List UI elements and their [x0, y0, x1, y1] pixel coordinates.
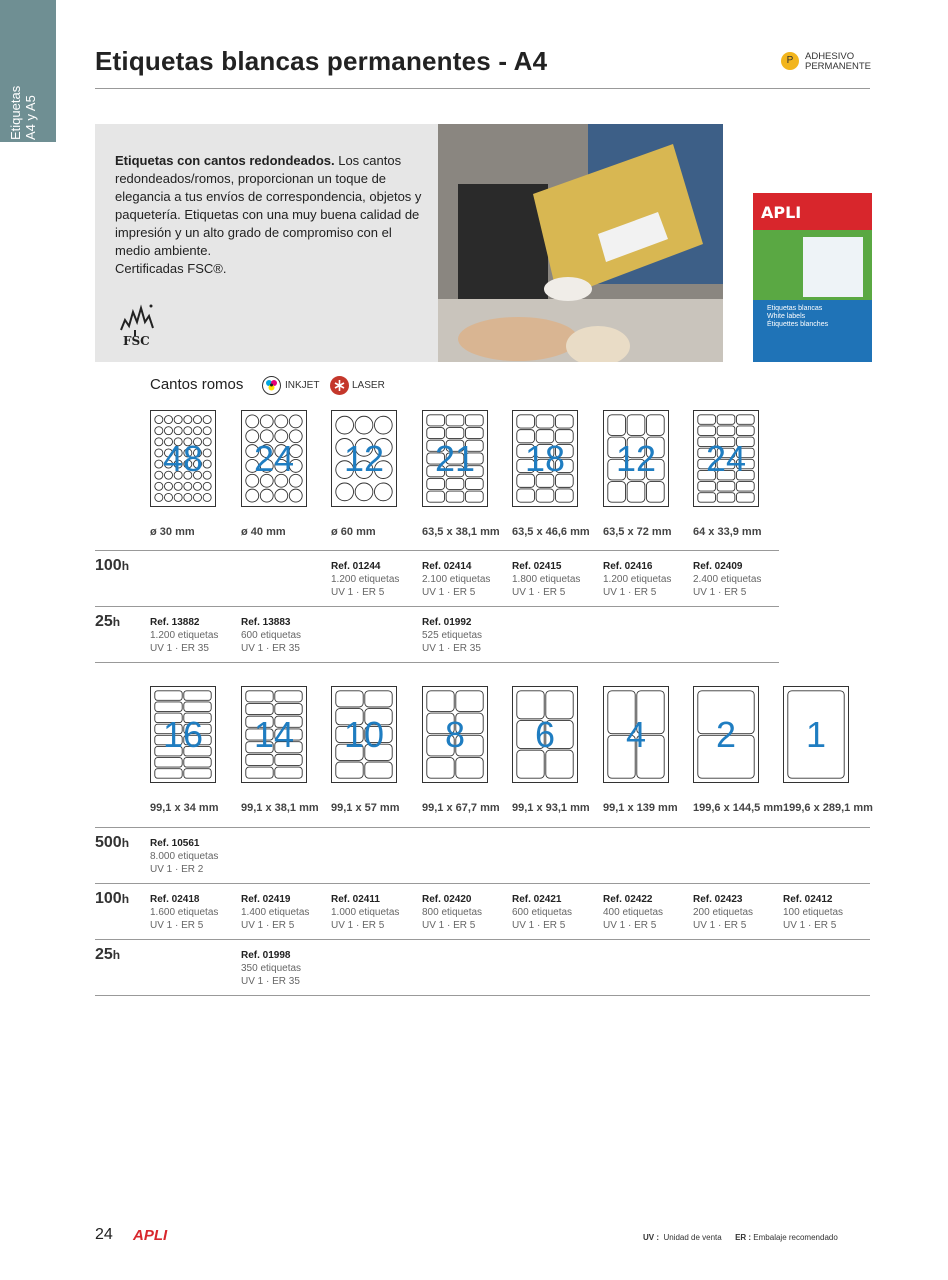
reference-cell: [603, 893, 693, 932]
reference-cell: [783, 893, 873, 932]
label-count: 525 etiquetas: [422, 630, 483, 641]
label-dimension: 63,5 x 38,1 mm: [422, 526, 500, 538]
adhesive-label: ADHESIVO PERMANENTE: [805, 51, 871, 72]
section-side-tab: [0, 0, 56, 142]
label-sheet: [241, 410, 307, 507]
label-count: 100 etiquetas: [783, 907, 844, 918]
sheet-quantity: 500h: [95, 834, 130, 851]
row-divider: [95, 883, 870, 884]
laser-icon: [330, 376, 349, 395]
label-sheet: [331, 410, 397, 507]
reference-cell: [150, 837, 240, 876]
reference-cell: [331, 560, 421, 599]
labels-per-sheet: 14: [253, 713, 295, 755]
label-dimension: ø 30 mm: [150, 526, 195, 538]
packaging-info: UV 1 · ER 5: [331, 587, 385, 598]
reference-cell: [693, 560, 783, 599]
label-dimension: 99,1 x 139 mm: [603, 802, 678, 814]
label-count: 600 etiquetas: [241, 630, 302, 641]
sheet-unit: h: [112, 948, 121, 962]
label-sheet: [331, 686, 397, 783]
reference-code: Ref. 02415: [512, 561, 562, 572]
row-divider: [95, 939, 870, 940]
reference-code: Ref. 01992: [422, 617, 472, 628]
footer-legend: UV : Unidad de venta ER : Embalaje recomendado: [643, 1233, 838, 1242]
labels-per-sheet: 10: [343, 713, 385, 755]
reference-cell: [512, 893, 602, 932]
label-sheet: [603, 410, 669, 507]
reference-code: Ref. 13883: [241, 617, 291, 628]
reference-code: Ref. 02411: [331, 894, 380, 905]
reference-cell: [422, 616, 512, 655]
adhesive-badge-icon: P: [781, 52, 799, 70]
product-package: APLI Etiquetas blancas White labels Étiquettes blanches: [753, 193, 872, 362]
labels-per-sheet: 21: [434, 437, 476, 479]
labels-per-sheet: 12: [615, 437, 657, 479]
label-count: 2.100 etiquetas: [422, 574, 491, 585]
labels-per-sheet: 24: [253, 437, 295, 479]
row-divider: [95, 995, 870, 996]
reference-code: Ref. 02418: [150, 894, 200, 905]
packaging-info: UV 1 · ER 5: [693, 587, 747, 598]
section-heading: Cantos romos: [150, 376, 244, 393]
label-dimension: 63,5 x 72 mm: [603, 526, 672, 538]
label-sheet: [512, 686, 578, 783]
reference-cell: [331, 893, 421, 932]
row-divider: [95, 606, 779, 607]
label-count: 2.400 etiquetas: [693, 574, 762, 585]
reference-code: Ref. 02412: [783, 894, 833, 905]
reference-cell: [241, 893, 331, 932]
packaging-info: UV 1 · ER 5: [422, 920, 476, 931]
reference-code: Ref. 02414: [422, 561, 472, 572]
apli-logo: APLI: [761, 203, 802, 222]
label-sheet: [241, 686, 307, 783]
row-divider: [95, 550, 779, 551]
label-sheet: [150, 686, 216, 783]
packaging-info: UV 1 · ER 5: [241, 920, 295, 931]
sheet-quantity: 100h: [95, 557, 130, 574]
packaging-info: UV 1 · ER 5: [512, 920, 566, 931]
label-dimension: 99,1 x 93,1 mm: [512, 802, 590, 814]
reference-code: Ref. 01998: [241, 950, 291, 961]
label-sheet: [422, 410, 488, 507]
reference-cell: [150, 893, 240, 932]
labels-per-sheet: 2: [715, 713, 737, 755]
label-count: 1.200 etiquetas: [150, 630, 219, 641]
packaging-info: UV 1 · ER 2: [150, 864, 204, 875]
sheet-unit: h: [121, 836, 130, 850]
labels-per-sheet: 12: [343, 437, 385, 479]
reference-cell: [603, 560, 693, 599]
label-sheet: [150, 410, 216, 507]
row-divider: [95, 827, 870, 828]
label-count: 1.200 etiquetas: [331, 574, 400, 585]
reference-code: Ref. 01244: [331, 561, 381, 572]
title-divider: [95, 88, 870, 89]
reference-code: Ref. 02420: [422, 894, 472, 905]
label-dimension: ø 40 mm: [241, 526, 286, 538]
packaging-info: UV 1 · ER 5: [603, 587, 657, 598]
labels-per-sheet: 16: [162, 713, 204, 755]
labels-per-sheet: 24: [705, 437, 747, 479]
reference-code: Ref. 02419: [241, 894, 291, 905]
packaging-info: UV 1 · ER 35: [422, 643, 481, 654]
sheet-quantity: 25h: [95, 946, 121, 963]
labels-per-sheet: 8: [444, 713, 466, 755]
label-sheet: [693, 686, 759, 783]
labels-per-sheet: 4: [625, 713, 647, 755]
reference-cell: [241, 949, 331, 988]
packaging-info: UV 1 · ER 5: [150, 920, 204, 931]
footer-apli-logo: APLI: [133, 1227, 168, 1244]
reference-code: Ref. 02423: [693, 894, 743, 905]
row-divider: [95, 662, 779, 663]
packaging-info: UV 1 · ER 5: [512, 587, 566, 598]
labels-per-sheet: 18: [524, 437, 566, 479]
label-dimension: 99,1 x 38,1 mm: [241, 802, 319, 814]
reference-code: Ref. 02409: [693, 561, 743, 572]
label-dimension: 199,6 x 144,5 mm: [693, 802, 783, 814]
reference-cell: [512, 560, 602, 599]
label-sheet: [783, 686, 849, 783]
label-count: 800 etiquetas: [422, 907, 483, 918]
intro-text: Etiquetas con cantos redondeados. Los cantos redondeados/romos, proporcionan un toque de elegancia a tus envíos de correspondencia, objetos y paquetería. Etiquetas con una muy buena calidad de impresión y un alto grado de compromiso con el medio ambiente. Certificadas FSC®.: [115, 153, 422, 276]
label-count: 400 etiquetas: [603, 907, 664, 918]
labels-per-sheet: 1: [805, 713, 827, 755]
label-sheet: [603, 686, 669, 783]
label-sheet: [422, 686, 488, 783]
reference-code: Ref. 13882: [150, 617, 200, 628]
label-count: 1.000 etiquetas: [331, 907, 400, 918]
label-count: 1.600 etiquetas: [150, 907, 219, 918]
reference-cell: [422, 893, 512, 932]
inkjet-icon: [262, 376, 281, 395]
label-dimension: 99,1 x 67,7 mm: [422, 802, 500, 814]
packaging-info: UV 1 · ER 5: [603, 920, 657, 931]
laser-label: LASER: [352, 380, 385, 391]
reference-code: Ref. 02416: [603, 561, 653, 572]
packaging-info: UV 1 · ER 35: [241, 976, 300, 987]
side-tab-label: Etiquetas A4 y A5: [8, 85, 38, 140]
reference-cell: [150, 616, 240, 655]
reference-code: Ref. 10561: [150, 838, 200, 849]
packaging-info: UV 1 · ER 35: [150, 643, 209, 654]
label-count: 350 etiquetas: [241, 963, 302, 974]
label-count: 1.200 etiquetas: [603, 574, 672, 585]
label-count: 1.800 etiquetas: [512, 574, 581, 585]
reference-cell: [693, 893, 783, 932]
labels-per-sheet: 6: [534, 713, 556, 755]
label-dimension: 99,1 x 34 mm: [150, 802, 219, 814]
label-sheet: [512, 410, 578, 507]
packaging-info: UV 1 · ER 35: [241, 643, 300, 654]
packaging-info: UV 1 · ER 5: [783, 920, 837, 931]
sheet-unit: h: [112, 615, 121, 629]
sheet-quantity: 100h: [95, 890, 130, 907]
reference-cell: [241, 616, 331, 655]
reference-cell: [422, 560, 512, 599]
label-count: 600 etiquetas: [512, 907, 573, 918]
page-number: 24: [95, 1226, 113, 1243]
fsc-logo: FSC: [115, 300, 159, 348]
labels-per-sheet: 48: [162, 437, 204, 479]
label-count: 8.000 etiquetas: [150, 851, 219, 862]
label-dimension: 99,1 x 57 mm: [331, 802, 400, 814]
reference-code: Ref. 02421: [512, 894, 562, 905]
label-dimension: 64 x 33,9 mm: [693, 526, 762, 538]
page-title: Etiquetas blancas permanentes - A4: [95, 46, 548, 76]
packaging-info: UV 1 · ER 5: [331, 920, 385, 931]
product-photo: [438, 124, 723, 362]
inkjet-label: INKJET: [285, 380, 320, 391]
sheet-unit: h: [121, 892, 130, 906]
reference-code: Ref. 02422: [603, 894, 653, 905]
label-dimension: 63,5 x 46,6 mm: [512, 526, 590, 538]
label-dimension: ø 60 mm: [331, 526, 376, 538]
packaging-info: UV 1 · ER 5: [693, 920, 747, 931]
packaging-info: UV 1 · ER 5: [422, 587, 476, 598]
label-count: 200 etiquetas: [693, 907, 754, 918]
label-count: 1.400 etiquetas: [241, 907, 310, 918]
sheet-quantity: 25h: [95, 613, 121, 630]
label-dimension: 199,6 x 289,1 mm: [783, 802, 873, 814]
sheet-unit: h: [121, 559, 130, 573]
label-sheet: [693, 410, 759, 507]
